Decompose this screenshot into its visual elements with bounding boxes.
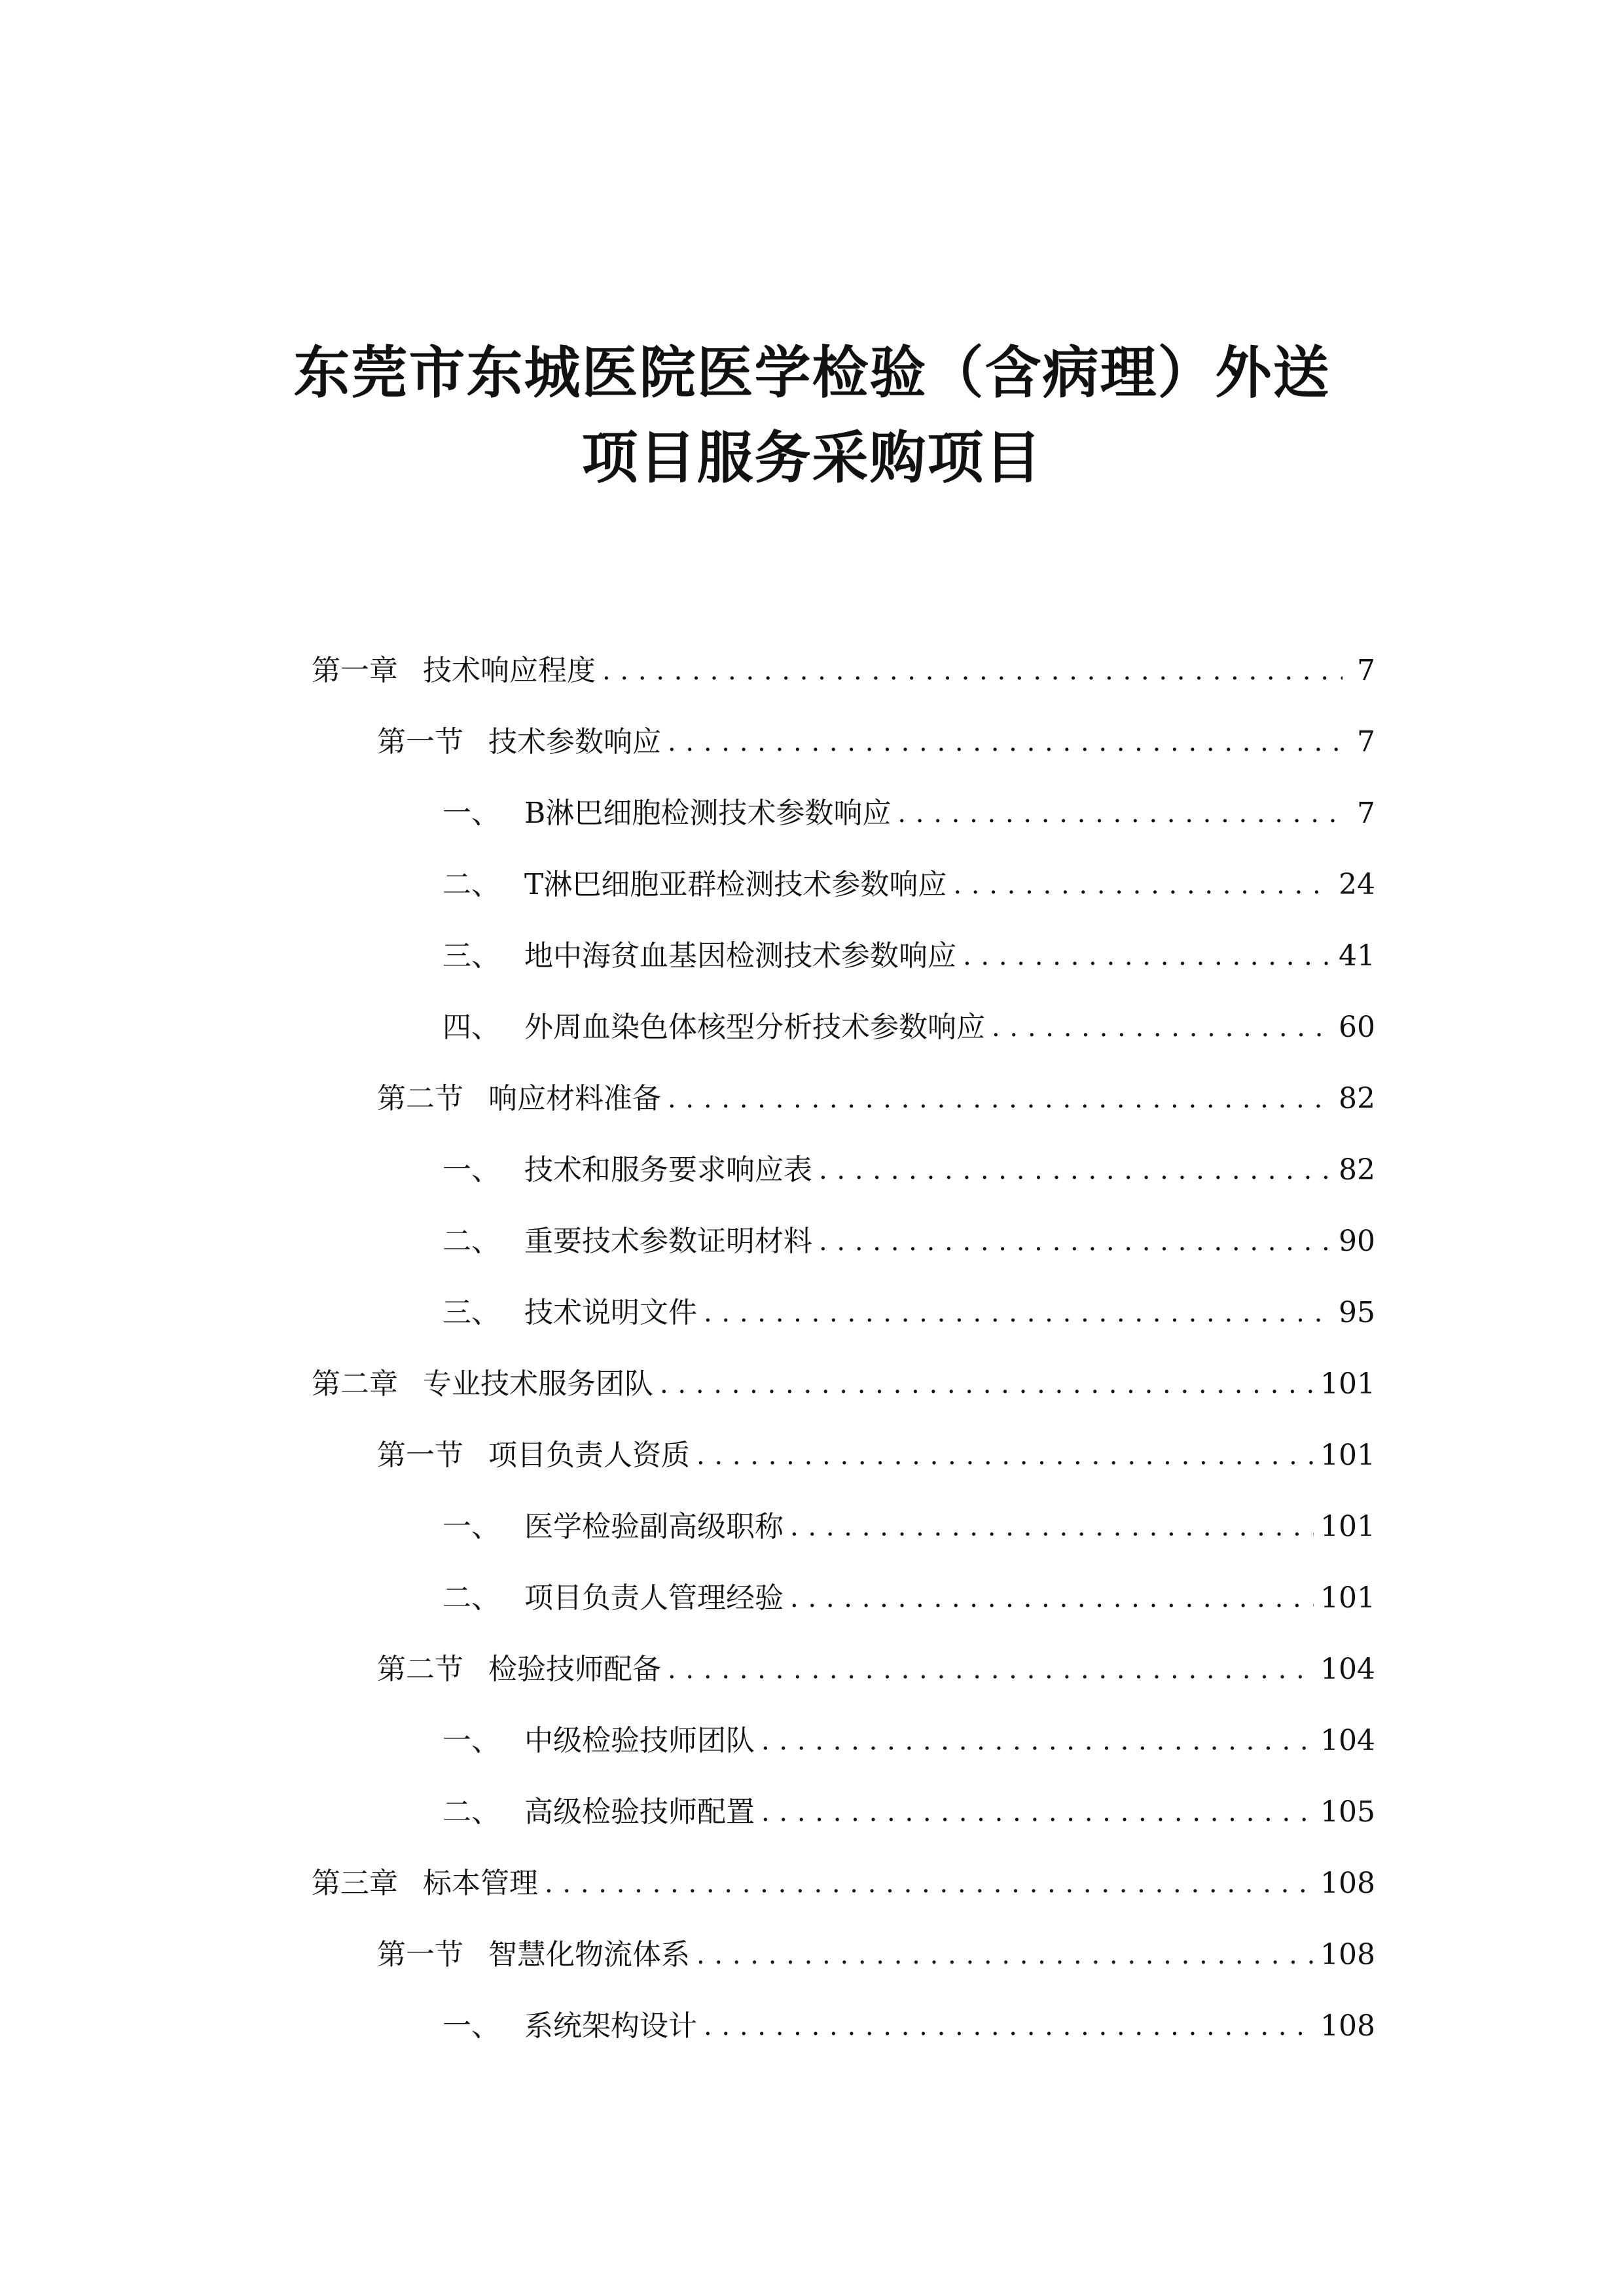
toc-dot-leader (761, 1721, 1314, 1761)
toc-entry-section[interactable] (377, 716, 1375, 762)
toc-entry-section[interactable] (377, 1643, 1375, 1689)
toc-entry-chapter[interactable] (312, 1358, 1375, 1404)
toc-entry-label: 技术说明文件 (524, 1296, 697, 1329)
toc-entry-label: T淋巴细胞亚群检测技术参数响应 (524, 868, 947, 901)
toc-entry-page: 95 (1339, 1296, 1375, 1329)
toc-entry-subsection[interactable] (442, 859, 1375, 905)
toc-dot-leader (704, 2007, 1314, 2046)
toc-entry-number: 一、 (442, 1153, 500, 1187)
document-title-line-1: 东莞市东城医院医学检验（含病理）外送 (293, 340, 1331, 406)
toc-entry-subsection[interactable] (442, 1786, 1375, 1832)
toc-entry-section[interactable] (377, 1929, 1375, 1975)
toc-entry-label: 中级检验技师团队 (524, 1724, 755, 1757)
toc-entry-page: 101 (1320, 1367, 1375, 1401)
toc-dot-leader (790, 1507, 1314, 1547)
toc-dot-leader (696, 1436, 1314, 1475)
toc-dot-leader (696, 1935, 1314, 1975)
toc-dot-leader (668, 723, 1343, 762)
toc-entry-page: 104 (1320, 1653, 1375, 1686)
toc-entry-label: 技术响应程度 (423, 654, 596, 687)
toc-entry-number: 三、 (442, 1296, 500, 1329)
toc-entry-page: 7 (1357, 797, 1375, 830)
toc-entry-label: 地中海贫血基因检测技术参数响应 (524, 939, 956, 973)
toc-entry-label: 外周血染色体核型分析技术参数响应 (524, 1011, 985, 1044)
toc-entry-number: 二、 (442, 1225, 500, 1258)
toc-entry-section[interactable] (377, 1429, 1375, 1475)
toc-entry-subsection[interactable] (442, 1715, 1375, 1761)
toc-entry-label: 响应材料准备 (488, 1082, 661, 1115)
toc-entry-label: 高级检验技师配置 (524, 1795, 755, 1829)
toc-entry-number: 三、 (442, 939, 500, 973)
toc-entry-number: 四、 (442, 1011, 500, 1044)
toc-entry-page: 101 (1320, 1439, 1375, 1472)
toc-entry-number: 二、 (442, 1581, 500, 1615)
toc-entry-page: 108 (1320, 1938, 1375, 1971)
toc-entry-label: 医学检验副高级职称 (524, 1510, 784, 1543)
toc-entry-page: 7 (1357, 654, 1375, 687)
toc-entry-subsection[interactable] (442, 1215, 1375, 1261)
toc-entry-page: 60 (1339, 1011, 1375, 1044)
toc-entry-number: 第二节 (377, 1082, 463, 1115)
toc-entry-label: 技术和服务要求响应表 (524, 1153, 812, 1187)
toc-entry-subsection[interactable] (442, 1287, 1375, 1333)
toc-entry-page: 108 (1320, 2009, 1375, 2043)
toc-entry-subsection[interactable] (442, 1501, 1375, 1547)
toc-entry-subsection[interactable] (442, 1001, 1375, 1047)
toc-entry-label: 技术参数响应 (488, 725, 661, 759)
toc-entry-chapter[interactable] (312, 645, 1375, 691)
toc-entry-section[interactable] (377, 1073, 1375, 1119)
toc-entry-label: 智慧化物流体系 (488, 1938, 690, 1971)
toc-entry-page: 101 (1320, 1510, 1375, 1543)
toc-entry-chapter[interactable] (312, 1857, 1375, 1903)
toc-entry-number: 第一章 (312, 654, 398, 687)
toc-entry-page: 41 (1339, 939, 1375, 973)
toc-dot-leader (668, 1650, 1314, 1689)
toc-dot-leader (660, 1365, 1314, 1404)
toc-entry-number: 第二节 (377, 1653, 463, 1686)
toc-entry-label: B淋巴细胞检测技术参数响应 (524, 797, 892, 830)
toc-entry-subsection[interactable] (442, 1144, 1375, 1190)
toc-entry-number: 一、 (442, 797, 500, 830)
toc-entry-number: 第三章 (312, 1867, 398, 1900)
toc-entry-number: 二、 (442, 868, 500, 901)
toc-entry-subsection[interactable] (442, 787, 1375, 833)
toc-entry-label: 专业技术服务团队 (423, 1367, 653, 1401)
toc-dot-leader (761, 1793, 1314, 1832)
toc-dot-leader (602, 651, 1343, 691)
toc-entry-page: 82 (1339, 1153, 1375, 1187)
document-title-line-2: 项目服务采购项目 (581, 425, 1043, 491)
toc-entry-number: 第二章 (312, 1367, 398, 1401)
toc-dot-leader (897, 794, 1343, 833)
toc-entry-number: 第一节 (377, 725, 463, 759)
toc-entry-page: 7 (1357, 725, 1375, 759)
toc-dot-leader (704, 1293, 1332, 1333)
toc-entry-label: 项目负责人资质 (488, 1439, 690, 1472)
toc-entry-page: 82 (1339, 1082, 1375, 1115)
toc-entry-page: 101 (1320, 1581, 1375, 1615)
toc-entry-number: 一、 (442, 2009, 500, 2043)
toc-entry-label: 检验技师配备 (488, 1653, 661, 1686)
toc-entry-subsection[interactable] (442, 1572, 1375, 1618)
toc-entry-number: 第一节 (377, 1938, 463, 1971)
toc-entry-page: 105 (1320, 1795, 1375, 1829)
toc-entry-page: 24 (1339, 868, 1375, 901)
toc-dot-leader (790, 1579, 1314, 1618)
toc-entry-label: 标本管理 (423, 1867, 538, 1900)
toc-entry-page: 90 (1339, 1225, 1375, 1258)
toc-entry-subsection[interactable] (442, 2000, 1375, 2046)
toc-entry-number: 第一节 (377, 1439, 463, 1472)
toc-dot-leader (992, 1008, 1332, 1047)
toc-entry-label: 项目负责人管理经验 (524, 1581, 784, 1615)
toc-entry-page: 108 (1320, 1867, 1375, 1900)
toc-entry-subsection[interactable] (442, 930, 1375, 976)
toc-entry-label: 系统架构设计 (524, 2009, 697, 2043)
toc-entry-label: 重要技术参数证明材料 (524, 1225, 812, 1258)
toc-dot-leader (953, 865, 1332, 905)
toc-dot-leader (668, 1079, 1332, 1119)
toc-dot-leader (819, 1151, 1332, 1190)
toc-dot-leader (545, 1864, 1314, 1903)
toc-entry-number: 一、 (442, 1724, 500, 1757)
toc-dot-leader (819, 1222, 1332, 1261)
toc-dot-leader (963, 937, 1332, 976)
toc-entry-number: 一、 (442, 1510, 500, 1543)
toc-entry-number: 二、 (442, 1795, 500, 1829)
toc-entry-page: 104 (1320, 1724, 1375, 1757)
